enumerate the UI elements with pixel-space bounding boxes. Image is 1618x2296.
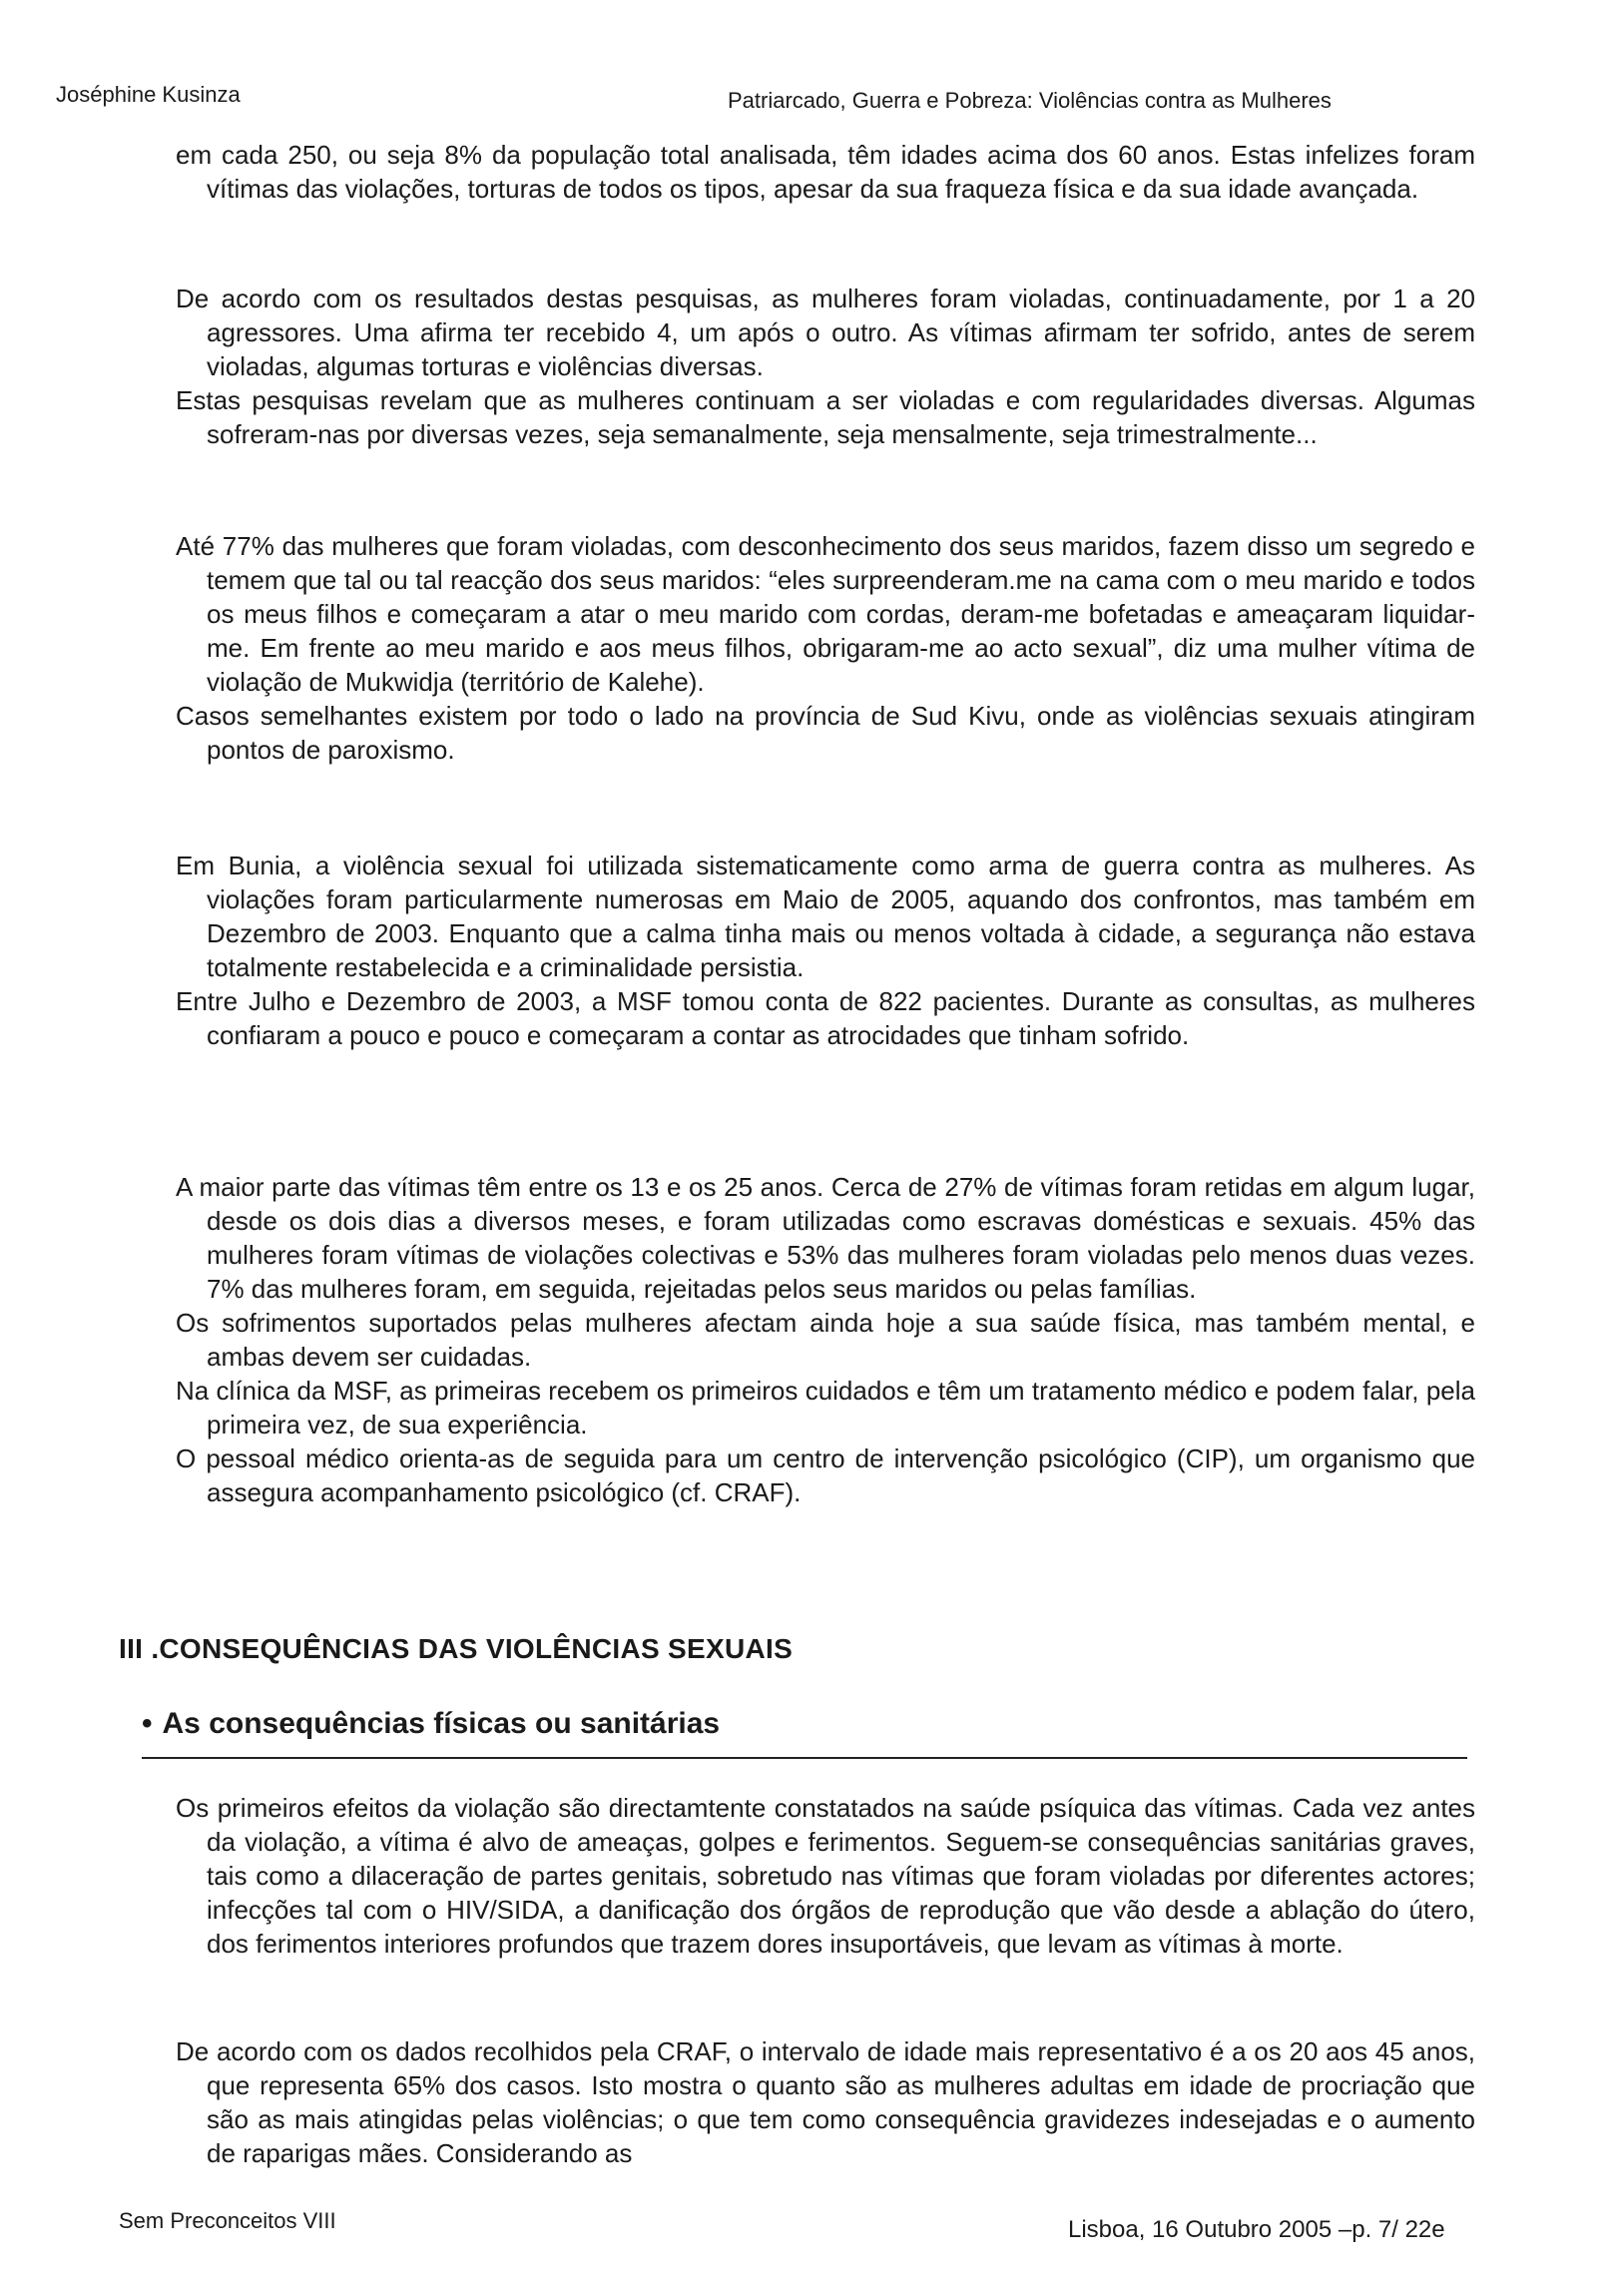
paragraph: De acordo com os resultados destas pesquisas, as mulheres foram violadas, continuadamente, por 1 a 20 agressores. Uma afirma ter recebido 4, um após o outro. As vítimas afirmam ter sofrido, antes de serem violadas, algumas torturas e violências diversas. bbox=[176, 284, 1475, 381]
footer-right: Lisboa, 16 Outubro 2005 –p. 7/ 22e bbox=[1068, 2216, 1445, 2243]
header-title: Patriarcado, Guerra e Pobreza: Violências contra as Mulheres bbox=[728, 88, 1332, 113]
paragraph: Em Bunia, a violência sexual foi utilizada sistematicamente como arma de guerra contra as mulheres. As violações foram particularmente numerosas em Maio de 2005, aquando dos confrontos, mas também em Dezembro de 2003. Enquanto que a calma tinha mais ou menos voltada à cidade, a segurança não estava totalmente restabelecida e a criminalidade persistia. bbox=[176, 851, 1475, 982]
paragraph: A maior parte das vítimas têm entre os 13 e os 25 anos. Cerca de 27% de vítimas foram retidas em algum lugar, desde os dois dias a diversos meses, e foram utilizadas como escravas domésticas e sexuais. 45% das mulheres foram vítimas de violações colectivas e 53% das mulheres foram violadas pelo menos duas vezes. 7% das mulheres foram, em seguida, rejeitadas pelos seus maridos ou pelas famílias. bbox=[176, 1172, 1475, 1304]
paragraph: Estas pesquisas revelam que as mulheres continuam a ser violadas e com regularidades diversas. Algumas sofreram-nas por diversas vezes, seja semanalmente, seja mensalmente, seja trimestralmente... bbox=[176, 385, 1475, 449]
subheading bbox=[142, 1707, 1467, 1759]
text-block-6 bbox=[176, 1791, 1475, 1961]
text-block-7 bbox=[176, 2034, 1475, 2170]
paragraph: Entre Julho e Dezembro de 2003, a MSF tomou conta de 822 pacientes. Durante as consultas, as mulheres confiaram a pouco e pouco e começaram a contar as atrocidades que tinham sofrido. bbox=[176, 986, 1475, 1050]
section-title: III .CONSEQUÊNCIAS DAS VIOLÊNCIAS SEXUAIS bbox=[119, 1633, 794, 1664]
footer-left: Sem Preconceitos VIII bbox=[119, 2208, 336, 2233]
text-block-5 bbox=[176, 1170, 1475, 1509]
paragraph: De acordo com os dados recolhidos pela CRAF, o intervalo de idade mais representativo é a os 20 aos 45 anos, que representa 65% dos casos. Isto mostra o quanto são as mulheres adultas em idade de procriação que são as mais atingidas pelas violências; o que tem como consequência gravidezes indesejadas e o aumento de raparigas mães. Considerando as bbox=[176, 2036, 1475, 2168]
bullet-icon: • bbox=[142, 1707, 153, 1740]
text-block-3 bbox=[176, 529, 1475, 767]
paragraph: Na clínica da MSF, as primeiras recebem os primeiros cuidados e têm um tratamento médico e podem falar, pela primeira vez, de sua experiência. bbox=[176, 1376, 1475, 1439]
paragraph: Casos semelhantes existem por todo o lado na província de Sud Kivu, onde as violências sexuais atingiram pontos de paroxismo. bbox=[176, 701, 1475, 765]
text-block-2 bbox=[176, 282, 1475, 451]
paragraph: O pessoal médico orienta-as de seguida para um centro de intervenção psicológico (CIP), um organismo que assegura acompanhamento psicológico (cf. CRAF). bbox=[176, 1443, 1475, 1507]
text-block-1 bbox=[176, 138, 1475, 206]
text-block-4 bbox=[176, 849, 1475, 1052]
header-author: Joséphine Kusinza bbox=[56, 82, 241, 107]
subheading-text: As consequências físicas ou sanitárias bbox=[162, 1707, 721, 1740]
paragraph: Até 77% das mulheres que foram violadas, com desconhecimento dos seus maridos, fazem disso um segredo e temem que tal ou tal reacção dos seus maridos: “eles surpreenderam.me na cama com o meu marido e todos os meus filhos e começaram a atar o meu marido com cordas, deram-me bofetadas e ameaçaram liquidar-me. Em frente ao meu marido e aos meus filhos, obrigaram-me ao acto sexual”, diz uma mulher vítima de violação de Mukwidja (território de Kalehe). bbox=[176, 531, 1475, 697]
paragraph: Os primeiros efeitos da violação são directamtente constatados na saúde psíquica das vítimas. Cada vez antes da violação, a vítima é alvo de ameaças, golpes e ferimentos. Seguem-se consequências sanitárias graves, tais como a dilaceração de partes genitais, sobretudo nas vítimas que foram violadas por diferentes actores; infecções tal com o HIV/SIDA, a danificação dos órgãos de reprodução que vão desde a ablação do útero, dos ferimentos interiores profundos que trazem dores insuportáveis, que levam as vítimas à morte. bbox=[176, 1793, 1475, 1959]
paragraph: em cada 250, ou seja 8% da população total analisada, têm idades acima dos 60 anos. Estas infelizes foram vítimas das violações, torturas de todos os tipos, apesar da sua fraqueza física e da sua idade avançada. bbox=[176, 140, 1475, 204]
paragraph: Os sofrimentos suportados pelas mulheres afectam ainda hoje a sua saúde física, mas também mental, e ambas devem ser cuidadas. bbox=[176, 1308, 1475, 1372]
